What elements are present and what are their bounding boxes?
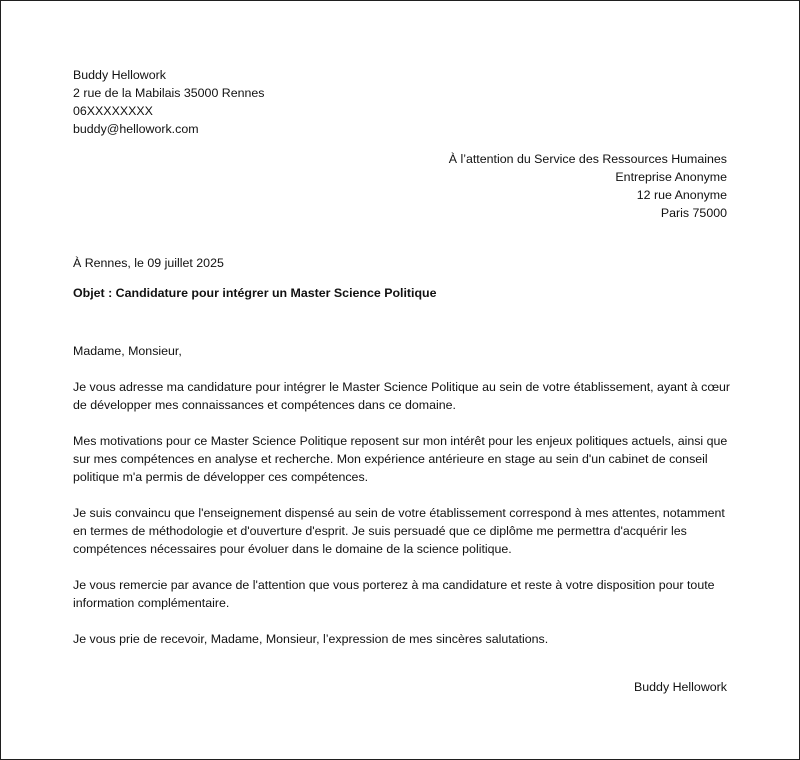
- sender-block: [73, 66, 265, 138]
- recipient-city: Paris 75000: [660, 206, 727, 220]
- body-paragraph: Je vous remercie par avance de l'attention que vous porterez à ma candidature et reste à votre disposition pour toute information complémentaire.: [73, 578, 715, 610]
- salutation: Madame, Monsieur,: [73, 344, 182, 358]
- recipient-attention: À l’attention du Service des Ressources Humaines: [448, 152, 727, 166]
- signature-name: Buddy Hellowork: [634, 680, 727, 694]
- date-line: À Rennes, le 09 juillet 2025: [73, 256, 224, 270]
- body-paragraph: Je vous adresse ma candidature pour intégrer le Master Science Politique au sein de votre établissement, ayant à cœur de développer mes connaissances et compétences dans ce domaine.: [73, 380, 731, 412]
- body-paragraph: Mes motivations pour ce Master Science Politique reposent sur mon intérêt pour les enjeux politiques actuels, ainsi que sur mes compétences en analyse et recherche. Mon expérience antérieure en stage au sein d'un cabinet de conseil politique m'a permis de développer ces compétences.: [73, 434, 728, 484]
- sender-address: 2 rue de la Mabilais 35000 Rennes: [73, 86, 265, 100]
- sender-email: buddy@hellowork.com: [73, 122, 199, 136]
- sender-phone: 06XXXXXXXX: [73, 104, 153, 118]
- closing-paragraph: Je vous prie de recevoir, Madame, Monsieur, l’expression de mes sincères salutations.: [73, 632, 549, 646]
- letter-body: [73, 342, 733, 666]
- sender-name: Buddy Hellowork: [73, 68, 166, 82]
- subject-line: Objet : Candidature pour intégrer un Master Science Politique: [73, 286, 437, 300]
- body-paragraph: Je suis convaincu que l'enseignement dispensé au sein de votre établissement correspond à mes attentes, notamment en termes de méthodologie et d'ouverture d'esprit. Je suis persuadé que ce diplôme me permettra d'acquérir les compétences nécessaires pour évoluer dans le domaine de la science politique.: [73, 506, 725, 556]
- recipient-street: 12 rue Anonyme: [636, 188, 727, 202]
- recipient-company: Entreprise Anonyme: [615, 170, 727, 184]
- recipient-block: [449, 150, 727, 222]
